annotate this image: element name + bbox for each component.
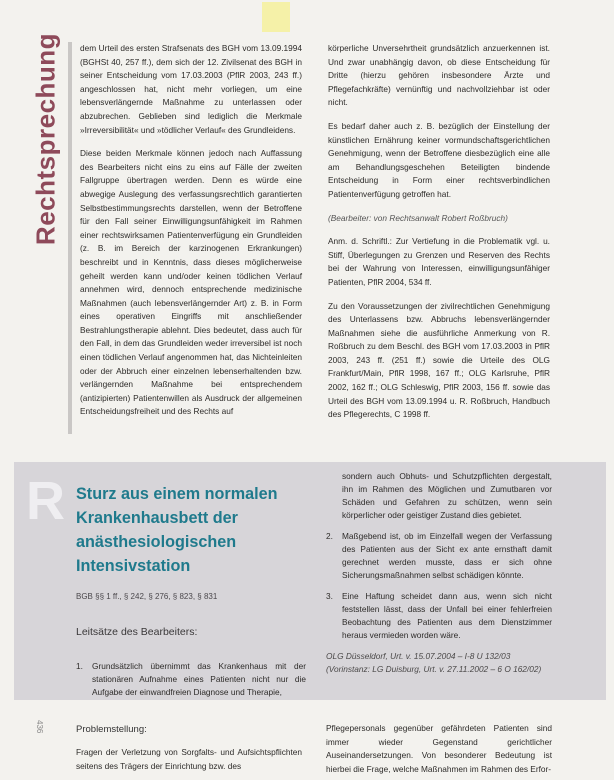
guideline-item (76, 660, 306, 699)
problem-heading: Problemstellung: (76, 724, 147, 735)
author-note: (Bearbeiter: von Rechtsanwalt Robert Roßbruch) (328, 212, 508, 223)
guidelines-heading: Leitsätze des Bearbeiters: (76, 626, 198, 638)
left-paragraph: Diese beiden Merkmale können jedoch nach Auffassung des Bearbeiters nicht eins zu eins auf Fälle der zweiten Fallgruppe übertragen werden. Denn es würde eine abwegige Auslegung des verfassungsrechtlich garantierten Selbstbestimmungsrechts darstellen, wenn der Betroffene für den Fall seiner Einwilligungsunfähigkeit im Rahmen einer rechtswirksamen Patientenverfügung ein Grundleiden (z. B. im Bereich der karzinogenen Erkrankungen) beschreibt und in Kenntnis, dass dieses möglicherweise geheilt werden kann und/oder keinen tödlichen Verlauf annehmen wird, dennoch entsprechende medizinische Maßnahmen (auch lebensverlängernder Art) z. B. in Form eines operativen Eingriffs mit anschließender Bestrahlungstherapie ablehnt. Dies bedeutet, dass auch für den Fall, in dem das Grundleiden weder irreversibel ist noch einen tödlichen Verlauf angenommen hat, das Nichteinleiten oder der Abbruch einer einzelnen lebenserhaltenden bzw. verlängernden Maßnahme bei entsprechendem (antizipierten) Patientenwillen als Ausdruck der allgemeinen Entscheidungsfreiheit und des Rechts auf (80, 148, 302, 417)
literature-note: Anm. d. Schriftl.: Zur Vertiefung in die Problematik vgl. u. Stiff, Überlegungen zu Grenzen und Reserven des Rechts bei der Wahrung von Interessen, einwilligungsunfähiger Patienten, PflR 2004, 534 ff. (328, 236, 550, 287)
column-divider (68, 42, 72, 434)
guideline-text: Grundsätzlich übernimmt das Krankenhaus mit der stationären Aufnahme eines Patienten nicht nur die Aufgabe der einwandfreien Diagnose und Therapie, (92, 661, 306, 697)
guideline-text: sondern auch Obhuts- und Schutzpflichten dergestalt, ihn im Rahmen des Möglichen und Zumutbaren vor Schäden und Gefahren zu schützen, wenn sein körperlicher oder geistiger Zustand dies gebietet. (342, 471, 552, 520)
guideline-number: 1. (76, 661, 83, 671)
problem-text-right: Pflegepersonals gegenüber gefährdeten Patienten sind immer wieder Gegenstand gerichtlicher Auseinandersetzungen. Von besonderer Bedeutung ist hierbei die Frage, welche Maßnahmen im Rahmen des Erfor- (326, 723, 552, 774)
statutes-line: BGB §§ 1 ff., § 242, § 276, § 823, § 831 (76, 592, 218, 601)
court-citation: OLG Düsseldorf, Urt. v. 15.07.2004 – I-8 U 132/03 (Vorinstanz: LG Duisburg, Urt. v. 27.11.2002 – 6 O 162/02) (326, 651, 542, 674)
section-title-vertical (26, 14, 66, 264)
left-column (80, 42, 302, 438)
right-paragraph: Es bedarf daher auch z. B. bezüglich der Einstellung der künstlichen Ernährung keiner vormundschaftsgerichtlichen Genehmigung, wenn der Betroffene diesbezüglich eine alle am Behandlungsgeschehen Beteiligten bindende Entscheidung in Form einer rechtsverbindlichen Patientenverfügung getroffen hat. (328, 120, 550, 199)
guideline-item (326, 590, 552, 642)
guideline-item (326, 530, 552, 582)
guideline-text: Maßgebend ist, ob im Einzelfall wegen der Verfassung des Patienten aus der Sicht ex ante ernsthaft damit gerechnet werden musste, dass er sich ohne Sicherungsmaßnahmen selbst schädigen könnte. (342, 531, 552, 580)
reference-note: Zu den Voraussetzungen der zivilrechtlichen Genehmigung des Unterlassens bzw. Abbruchs lebensverlängernder Maßnahmen siehe die ausführliche Anmerkung von R. Roßbruch zu dem Beschl. des BGH vom 17.03.2003 in PflR 2003, 243 ff. (251 ff.) sowie die Urteile des OLG Frankfurt/Main, PflR 1998, 167 ff.; OLG Karlsruhe, PflR 2002, 162 ff.; OLG Schleswig, PflR 2003, 156 ff. sowie das Urteil des BGH vom 13.09.1994 u. R. Roßbruch, Handbuch des Pflegerechts, C 1998 ff. (328, 300, 550, 420)
section-title: Rechtsprechung (30, 32, 61, 246)
problem-text-left: Fragen der Verletzung von Sorgfalts- und Aufsichtspflichten seitens des Trägers der Einrichtung bzw. des (76, 747, 302, 771)
guideline-list-right (326, 470, 552, 676)
guideline-item (326, 470, 552, 522)
guideline-list-left (76, 660, 306, 699)
right-paragraph: körperliche Unversehrtheit grundsätzlich anzuerkennen ist. Und zwar unabhängig davon, ob diese Entscheidung für Dritte (hierzu gehören insbesondere Ärzte und Pflegefachkräfte) vernünftig und nachvollziehbar ist oder nicht. (328, 43, 550, 108)
guideline-number: 2. (326, 531, 333, 541)
guideline-text: Eine Haftung scheidet dann aus, wenn sich nicht feststellen lässt, dass der Unfall bei einer fehlerfreien Beobachtung des Patienten aus dem Dienstzimmer heraus vermieden worden wäre. (342, 591, 552, 640)
section-letter-mark: R (26, 471, 65, 531)
page-number: 436 (35, 720, 44, 734)
guideline-number: 3. (326, 591, 333, 601)
left-paragraph: dem Urteil des ersten Strafsenats des BGH vom 13.09.1994 (BGHSt 40, 257 ff.), dem sich der 12. Zivilsenat des BGH in seiner Entscheidung vom 17.03.2003 (PflR 2003, 243 ff.) angeschlossen hat, nicht mehr vorliegen, um eine lebensverlängernde Maßnahme zu unterlassen oder abzubrechen. Geblieben sind lediglich die Merkmale »Irreversibilität« und »tödlicher Verlauf« des Grundleidens. (80, 43, 302, 135)
right-column (328, 42, 550, 442)
guideline-number (326, 470, 342, 522)
margin-tab-marker (262, 2, 290, 32)
case-title: Sturz aus einem normalen Krankenhausbett der anästhesiologischen Intensivstation (76, 485, 278, 575)
